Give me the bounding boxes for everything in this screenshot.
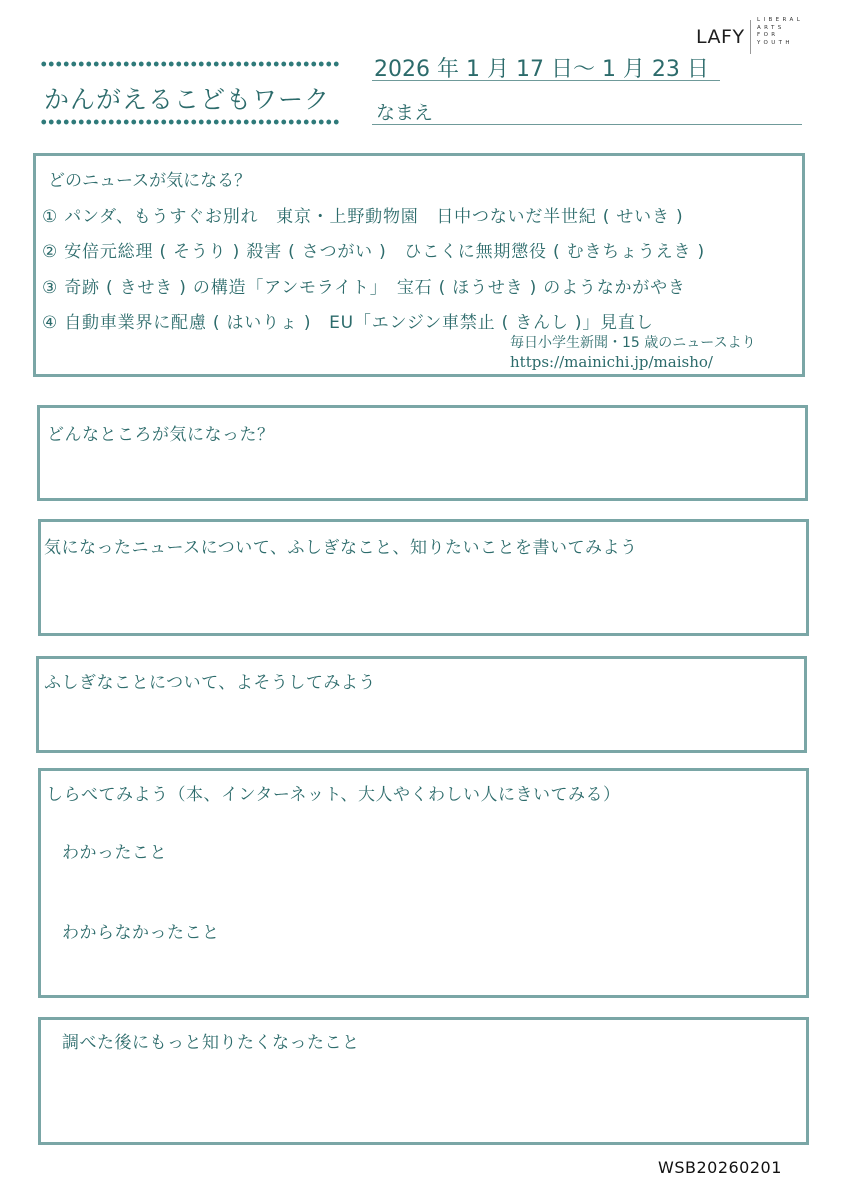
- want-more-label: 調べた後にもっと知りたくなったこと: [62, 1033, 360, 1053]
- date-range: 2026 年 1 月 17 日～ 1 月 23 日: [374, 57, 709, 82]
- logo-tagline-line: FOR: [757, 32, 779, 39]
- not-understood-label: わからなかったこと: [62, 923, 220, 943]
- logo-tagline-line: LIBERAL: [757, 17, 804, 23]
- news-item-1[interactable]: ① パンダ、もうすぐお別れ 東京・上野動物園 日中つないだ半世紀 ( せいき ): [42, 207, 684, 227]
- predict-label: ふしぎなことについて、よそうしてみよう: [44, 673, 376, 693]
- dotted-rule-top: [40, 61, 340, 67]
- news-item-2[interactable]: ② 安倍元総理 ( そうり ) 殺害 ( さつがい ) ひこくに無期懲役 ( むきちょうえき ): [42, 242, 705, 262]
- news-source: 毎日小学生新聞・15 歳のニュースより: [510, 335, 756, 351]
- lafy-logo: LAFY: [696, 26, 745, 48]
- date-underline: [372, 80, 720, 81]
- interested-label: どんなところが気になった？: [47, 425, 275, 445]
- logo-tagline-line: ARTS: [757, 24, 785, 31]
- logo-divider: [750, 20, 751, 54]
- worksheet-code: WSB20260201: [658, 1158, 782, 1177]
- logo-tagline-line: YOUTH: [757, 39, 793, 46]
- name-label: なまえ: [376, 102, 434, 124]
- dotted-rule-bottom: [40, 119, 340, 125]
- questions-label: 気になったニュースについて、ふしぎなこと、知りたいことを書いてみよう: [44, 538, 638, 558]
- research-label: しらべてみよう（本、インターネット、大人やくわしい人にきいてみる）: [46, 785, 621, 805]
- worksheet-title: かんがえるこどもワーク: [44, 85, 331, 114]
- understood-label: わかったこと: [62, 843, 167, 863]
- logo-tagline: [757, 17, 803, 47]
- news-item-4[interactable]: ④ 自動車業界に配慮 ( はいりょ ) EU「エンジン車禁止 ( きんし )」見直し: [42, 313, 654, 333]
- news-question: どのニュースが気になる？: [48, 171, 252, 191]
- news-url[interactable]: https://mainichi.jp/maisho/: [510, 353, 713, 371]
- news-item-3[interactable]: ③ 奇跡 ( きせき ) の構造「アンモライト」 宝石 ( ほうせき ) のようなかがやき: [42, 278, 686, 298]
- name-write-line[interactable]: [372, 124, 802, 125]
